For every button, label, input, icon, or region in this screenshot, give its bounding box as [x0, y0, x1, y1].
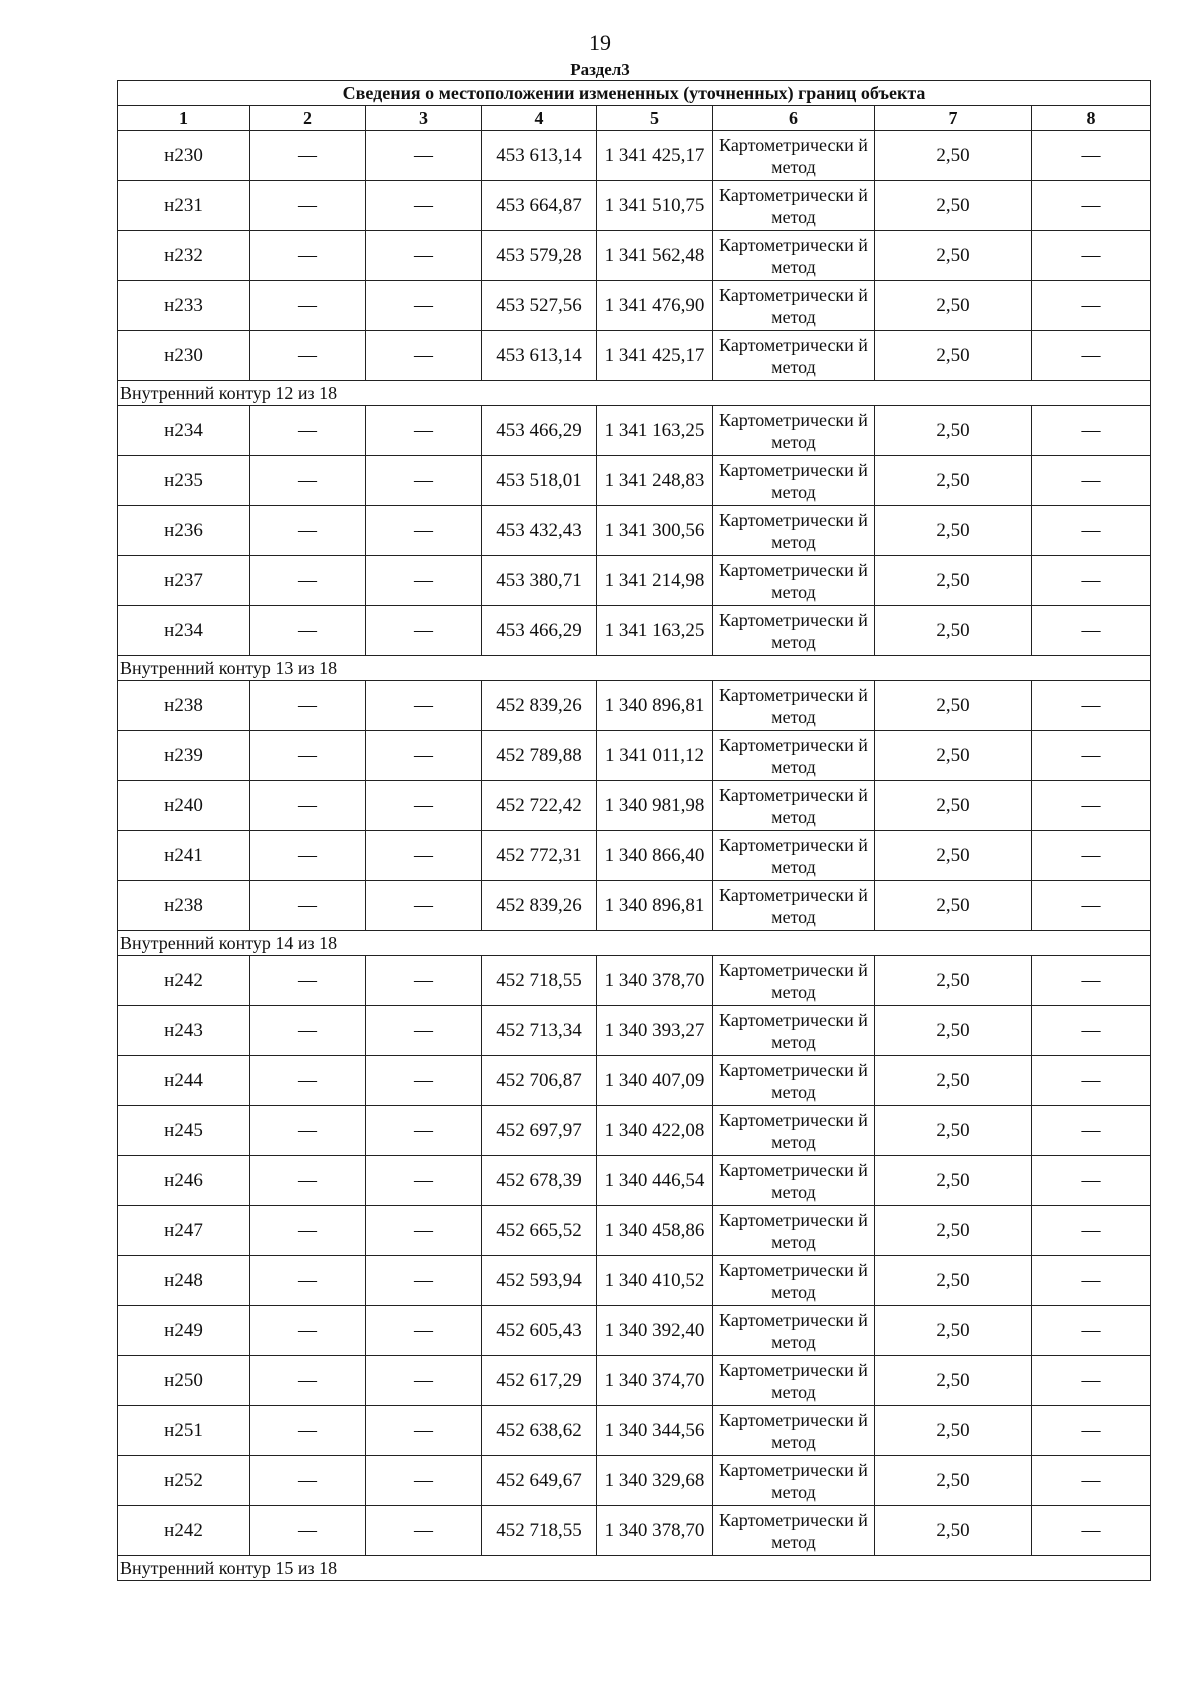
x-coordinate: 453 518,01 — [482, 456, 597, 506]
col8-value: — — [1032, 131, 1151, 181]
method: Картометрически й метод — [713, 1456, 875, 1506]
table-caption: Сведения о местоположении измененных (уточненных) границ объекта — [118, 81, 1151, 106]
table-row — [118, 781, 1151, 831]
col8-value: — — [1032, 831, 1151, 881]
col2-value: — — [250, 556, 366, 606]
x-coordinate: 452 678,39 — [482, 1156, 597, 1206]
table-row — [118, 131, 1151, 181]
col8-value: — — [1032, 406, 1151, 456]
table-row — [118, 1356, 1151, 1406]
column-number-8: 8 — [1032, 106, 1151, 131]
table-row — [118, 556, 1151, 606]
col3-value: — — [366, 131, 482, 181]
col8-value: — — [1032, 1256, 1151, 1306]
column-number-7: 7 — [875, 106, 1032, 131]
col8-value: — — [1032, 606, 1151, 656]
table-row — [118, 1006, 1151, 1056]
col2-value: — — [250, 1206, 366, 1256]
x-coordinate: 452 718,55 — [482, 956, 597, 1006]
precision: 2,50 — [875, 331, 1032, 381]
precision: 2,50 — [875, 1106, 1032, 1156]
y-coordinate: 1 341 248,83 — [597, 456, 713, 506]
col2-value: — — [250, 881, 366, 931]
table-row — [118, 1056, 1151, 1106]
col2-value: — — [250, 231, 366, 281]
col8-value: — — [1032, 1106, 1151, 1156]
page-number: 19 — [589, 30, 611, 55]
x-coordinate: 453 527,56 — [482, 281, 597, 331]
x-coordinate: 453 664,87 — [482, 181, 597, 231]
contour-heading-row — [118, 931, 1151, 956]
precision: 2,50 — [875, 231, 1032, 281]
col2-value: — — [250, 831, 366, 881]
method: Картометрически й метод — [713, 956, 875, 1006]
method: Картометрически й метод — [713, 881, 875, 931]
precision: 2,50 — [875, 1206, 1032, 1256]
x-coordinate: 452 789,88 — [482, 731, 597, 781]
col3-value: — — [366, 1456, 482, 1506]
table-row — [118, 606, 1151, 656]
y-coordinate: 1 341 214,98 — [597, 556, 713, 606]
point-name: н230 — [118, 331, 250, 381]
precision: 2,50 — [875, 281, 1032, 331]
col8-value: — — [1032, 1156, 1151, 1206]
column-number-6: 6 — [713, 106, 875, 131]
col3-value: — — [366, 331, 482, 381]
col2-value: — — [250, 181, 366, 231]
col2-value: — — [250, 406, 366, 456]
method: Картометрически й метод — [713, 1156, 875, 1206]
contour-heading-row — [118, 656, 1151, 681]
col2-value: — — [250, 1256, 366, 1306]
col8-value: — — [1032, 1506, 1151, 1556]
x-coordinate: 453 579,28 — [482, 231, 597, 281]
point-name: н238 — [118, 681, 250, 731]
point-name: н238 — [118, 881, 250, 931]
y-coordinate: 1 341 300,56 — [597, 506, 713, 556]
col2-value: — — [250, 681, 366, 731]
col3-value: — — [366, 1106, 482, 1156]
y-coordinate: 1 340 378,70 — [597, 956, 713, 1006]
method: Картометрически й метод — [713, 1256, 875, 1306]
y-coordinate: 1 340 422,08 — [597, 1106, 713, 1156]
col3-value: — — [366, 181, 482, 231]
col3-value: — — [366, 231, 482, 281]
method: Картометрически й метод — [713, 181, 875, 231]
x-coordinate: 452 605,43 — [482, 1306, 597, 1356]
column-number-5: 5 — [597, 106, 713, 131]
point-name: н246 — [118, 1156, 250, 1206]
method: Картометрически й метод — [713, 1306, 875, 1356]
precision: 2,50 — [875, 781, 1032, 831]
column-number-3: 3 — [366, 106, 482, 131]
col3-value: — — [366, 1156, 482, 1206]
col3-value: — — [366, 831, 482, 881]
precision: 2,50 — [875, 1506, 1032, 1556]
col2-value: — — [250, 781, 366, 831]
point-name: н244 — [118, 1056, 250, 1106]
col2-value: — — [250, 1456, 366, 1506]
y-coordinate: 1 341 163,25 — [597, 406, 713, 456]
y-coordinate: 1 341 425,17 — [597, 131, 713, 181]
method: Картометрически й метод — [713, 406, 875, 456]
col8-value: — — [1032, 1356, 1151, 1406]
table-row — [118, 456, 1151, 506]
col8-value: — — [1032, 181, 1151, 231]
col2-value: — — [250, 1106, 366, 1156]
table-row — [118, 506, 1151, 556]
precision: 2,50 — [875, 1156, 1032, 1206]
col8-value: — — [1032, 506, 1151, 556]
col3-value: — — [366, 681, 482, 731]
table-row — [118, 1206, 1151, 1256]
x-coordinate: 453 466,29 — [482, 606, 597, 656]
section-label: Раздел3 — [570, 60, 630, 79]
method: Картометрически й метод — [713, 131, 875, 181]
col8-value: — — [1032, 456, 1151, 506]
method: Картометрически й метод — [713, 1206, 875, 1256]
y-coordinate: 1 340 393,27 — [597, 1006, 713, 1056]
method: Картометрически й метод — [713, 231, 875, 281]
x-coordinate: 452 772,31 — [482, 831, 597, 881]
precision: 2,50 — [875, 731, 1032, 781]
x-coordinate: 453 613,14 — [482, 331, 597, 381]
precision: 2,50 — [875, 681, 1032, 731]
y-coordinate: 1 340 329,68 — [597, 1456, 713, 1506]
contour-heading: Внутренний контур 15 из 18 — [118, 1556, 1151, 1581]
method: Картометрически й метод — [713, 681, 875, 731]
table-row — [118, 1506, 1151, 1556]
precision: 2,50 — [875, 456, 1032, 506]
table-row — [118, 681, 1151, 731]
col2-value: — — [250, 1506, 366, 1556]
contour-heading: Внутренний контур 13 из 18 — [118, 656, 1151, 681]
table-row — [118, 1156, 1151, 1206]
point-name: н234 — [118, 406, 250, 456]
y-coordinate: 1 340 374,70 — [597, 1356, 713, 1406]
method: Картометрически й метод — [713, 1006, 875, 1056]
table-row — [118, 831, 1151, 881]
table-row — [118, 331, 1151, 381]
col2-value: — — [250, 1406, 366, 1456]
point-name: н233 — [118, 281, 250, 331]
point-name: н234 — [118, 606, 250, 656]
col8-value: — — [1032, 281, 1151, 331]
col3-value: — — [366, 406, 482, 456]
x-coordinate: 453 613,14 — [482, 131, 597, 181]
precision: 2,50 — [875, 406, 1032, 456]
col2-value: — — [250, 506, 366, 556]
table-row — [118, 231, 1151, 281]
contour-heading: Внутренний контур 12 из 18 — [118, 381, 1151, 406]
precision: 2,50 — [875, 1006, 1032, 1056]
col3-value: — — [366, 456, 482, 506]
method: Картометрически й метод — [713, 1106, 875, 1156]
y-coordinate: 1 340 378,70 — [597, 1506, 713, 1556]
col2-value: — — [250, 1306, 366, 1356]
y-coordinate: 1 341 163,25 — [597, 606, 713, 656]
precision: 2,50 — [875, 956, 1032, 1006]
y-coordinate: 1 341 011,12 — [597, 731, 713, 781]
col8-value: — — [1032, 681, 1151, 731]
point-name: н239 — [118, 731, 250, 781]
col3-value: — — [366, 1356, 482, 1406]
x-coordinate: 452 649,67 — [482, 1456, 597, 1506]
col2-value: — — [250, 281, 366, 331]
precision: 2,50 — [875, 831, 1032, 881]
col3-value: — — [366, 1206, 482, 1256]
col3-value: — — [366, 781, 482, 831]
col8-value: — — [1032, 781, 1151, 831]
col2-value: — — [250, 956, 366, 1006]
point-name: н248 — [118, 1256, 250, 1306]
y-coordinate: 1 340 407,09 — [597, 1056, 713, 1106]
x-coordinate: 452 617,29 — [482, 1356, 597, 1406]
col2-value: — — [250, 1156, 366, 1206]
table-row — [118, 1456, 1151, 1506]
x-coordinate: 452 839,26 — [482, 881, 597, 931]
col8-value: — — [1032, 1206, 1151, 1256]
y-coordinate: 1 341 510,75 — [597, 181, 713, 231]
point-name: н242 — [118, 956, 250, 1006]
y-coordinate: 1 341 476,90 — [597, 281, 713, 331]
method: Картометрически й метод — [713, 1056, 875, 1106]
column-number-1: 1 — [118, 106, 250, 131]
precision: 2,50 — [875, 181, 1032, 231]
col8-value: — — [1032, 1406, 1151, 1456]
table-row — [118, 1256, 1151, 1306]
contour-heading-row — [118, 1556, 1151, 1581]
table-row — [118, 1106, 1151, 1156]
col2-value: — — [250, 1006, 366, 1056]
y-coordinate: 1 340 392,40 — [597, 1306, 713, 1356]
precision: 2,50 — [875, 1356, 1032, 1406]
table-row — [118, 406, 1151, 456]
table-row — [118, 181, 1151, 231]
method: Картометрически й метод — [713, 331, 875, 381]
method: Картометрически й метод — [713, 606, 875, 656]
x-coordinate: 452 665,52 — [482, 1206, 597, 1256]
point-name: н237 — [118, 556, 250, 606]
table-row — [118, 881, 1151, 931]
table-row — [118, 1406, 1151, 1456]
col3-value: — — [366, 506, 482, 556]
x-coordinate: 452 638,62 — [482, 1406, 597, 1456]
col8-value: — — [1032, 556, 1151, 606]
point-name: н240 — [118, 781, 250, 831]
x-coordinate: 452 713,34 — [482, 1006, 597, 1056]
col3-value: — — [366, 731, 482, 781]
method: Картометрически й метод — [713, 1506, 875, 1556]
col3-value: — — [366, 1406, 482, 1456]
point-name: н247 — [118, 1206, 250, 1256]
point-name: н252 — [118, 1456, 250, 1506]
precision: 2,50 — [875, 606, 1032, 656]
point-name: н230 — [118, 131, 250, 181]
precision: 2,50 — [875, 1306, 1032, 1356]
col8-value: — — [1032, 1006, 1151, 1056]
y-coordinate: 1 340 896,81 — [597, 681, 713, 731]
method: Картометрически й метод — [713, 281, 875, 331]
x-coordinate: 452 593,94 — [482, 1256, 597, 1306]
precision: 2,50 — [875, 506, 1032, 556]
col2-value: — — [250, 331, 366, 381]
x-coordinate: 452 697,97 — [482, 1106, 597, 1156]
col2-value: — — [250, 456, 366, 506]
col8-value: — — [1032, 956, 1151, 1006]
method: Картометрически й метод — [713, 456, 875, 506]
method: Картометрически й метод — [713, 1356, 875, 1406]
table-row — [118, 956, 1151, 1006]
col3-value: — — [366, 956, 482, 1006]
col2-value: — — [250, 131, 366, 181]
x-coordinate: 452 839,26 — [482, 681, 597, 731]
precision: 2,50 — [875, 1056, 1032, 1106]
table-row — [118, 1306, 1151, 1356]
y-coordinate: 1 340 866,40 — [597, 831, 713, 881]
col2-value: — — [250, 1056, 366, 1106]
point-name: н242 — [118, 1506, 250, 1556]
column-number-4: 4 — [482, 106, 597, 131]
col3-value: — — [366, 1056, 482, 1106]
y-coordinate: 1 340 981,98 — [597, 781, 713, 831]
precision: 2,50 — [875, 1456, 1032, 1506]
x-coordinate: 452 706,87 — [482, 1056, 597, 1106]
y-coordinate: 1 340 344,56 — [597, 1406, 713, 1456]
table-row — [118, 281, 1151, 331]
point-name: н249 — [118, 1306, 250, 1356]
precision: 2,50 — [875, 131, 1032, 181]
col3-value: — — [366, 1306, 482, 1356]
coordinates-table — [117, 80, 1151, 1581]
col8-value: — — [1032, 231, 1151, 281]
method: Картометрически й метод — [713, 506, 875, 556]
col8-value: — — [1032, 1056, 1151, 1106]
point-name: н231 — [118, 181, 250, 231]
point-name: н236 — [118, 506, 250, 556]
point-name: н250 — [118, 1356, 250, 1406]
point-name: н243 — [118, 1006, 250, 1056]
col8-value: — — [1032, 1456, 1151, 1506]
point-name: н235 — [118, 456, 250, 506]
col2-value: — — [250, 606, 366, 656]
x-coordinate: 453 466,29 — [482, 406, 597, 456]
col3-value: — — [366, 1256, 482, 1306]
col8-value: — — [1032, 331, 1151, 381]
col8-value: — — [1032, 881, 1151, 931]
col3-value: — — [366, 281, 482, 331]
y-coordinate: 1 340 458,86 — [597, 1206, 713, 1256]
col2-value: — — [250, 731, 366, 781]
precision: 2,50 — [875, 556, 1032, 606]
method: Картометрически й метод — [713, 1406, 875, 1456]
col3-value: — — [366, 556, 482, 606]
precision: 2,50 — [875, 1256, 1032, 1306]
col3-value: — — [366, 1006, 482, 1056]
method: Картометрически й метод — [713, 731, 875, 781]
method: Картометрически й метод — [713, 781, 875, 831]
x-coordinate: 452 722,42 — [482, 781, 597, 831]
point-name: н232 — [118, 231, 250, 281]
col8-value: — — [1032, 1306, 1151, 1356]
col2-value: — — [250, 1356, 366, 1406]
contour-heading: Внутренний контур 14 из 18 — [118, 931, 1151, 956]
y-coordinate: 1 340 446,54 — [597, 1156, 713, 1206]
column-number-row — [118, 106, 1151, 131]
contour-heading-row — [118, 381, 1151, 406]
y-coordinate: 1 340 410,52 — [597, 1256, 713, 1306]
point-name: н241 — [118, 831, 250, 881]
col3-value: — — [366, 1506, 482, 1556]
point-name: н245 — [118, 1106, 250, 1156]
precision: 2,50 — [875, 1406, 1032, 1456]
col3-value: — — [366, 606, 482, 656]
x-coordinate: 453 432,43 — [482, 506, 597, 556]
column-number-2: 2 — [250, 106, 366, 131]
y-coordinate: 1 341 425,17 — [597, 331, 713, 381]
x-coordinate: 452 718,55 — [482, 1506, 597, 1556]
y-coordinate: 1 340 896,81 — [597, 881, 713, 931]
point-name: н251 — [118, 1406, 250, 1456]
x-coordinate: 453 380,71 — [482, 556, 597, 606]
method: Картометрически й метод — [713, 556, 875, 606]
col8-value: — — [1032, 731, 1151, 781]
method: Картометрически й метод — [713, 831, 875, 881]
precision: 2,50 — [875, 881, 1032, 931]
y-coordinate: 1 341 562,48 — [597, 231, 713, 281]
col3-value: — — [366, 881, 482, 931]
table-row — [118, 731, 1151, 781]
